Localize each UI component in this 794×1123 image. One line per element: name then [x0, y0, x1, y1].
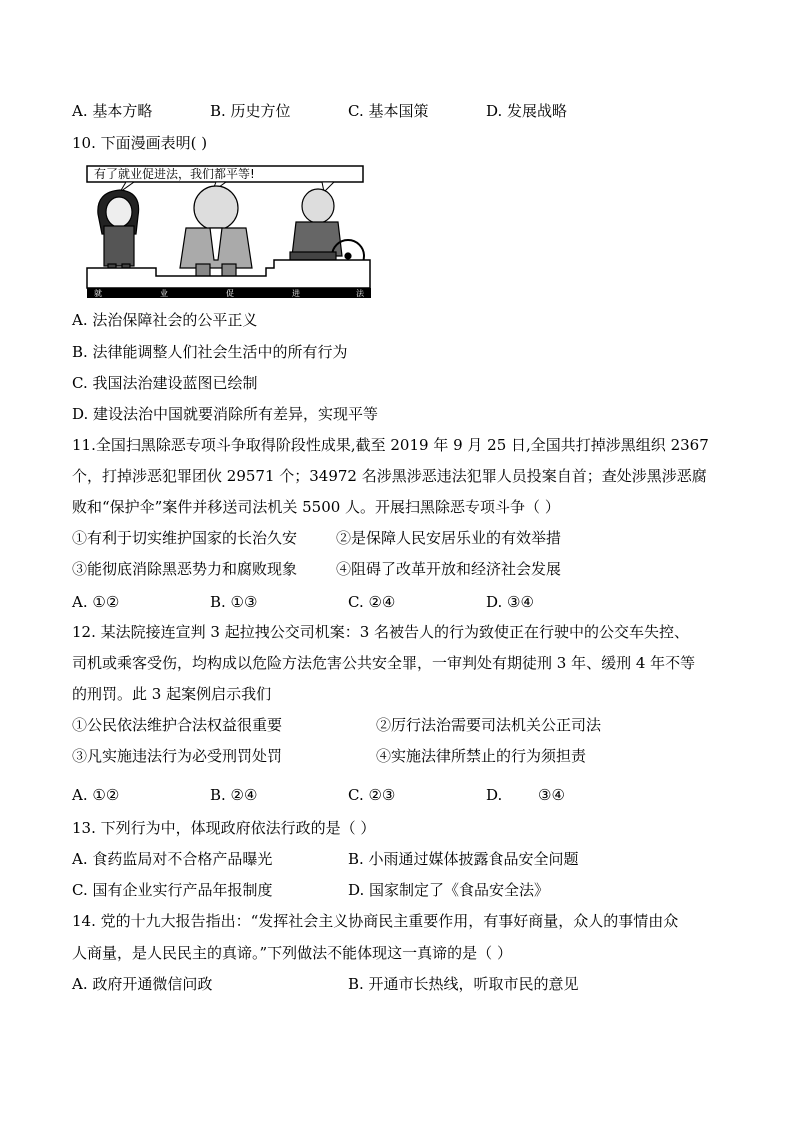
q12-stem-line-2: 司机或乘客受伤，均构成以危险方法危害公共安全罪，一审判处有期徒刑 3 年、缓刑 4 年不等 — [72, 654, 696, 672]
cartoon-caption: 有了就业促进法，我们都平等! — [94, 167, 255, 181]
cartoon-man-middle — [180, 186, 252, 284]
q12-stem-line-1: 12. 某法院接连宣判 3 起拉拽公交司机案：3 名被告人的行为致使正在行驶中的公交车失控、 — [72, 623, 690, 641]
q11-stem-line-3: 败和“保护伞”案件并移送司法机关 5500 人。开展扫黑除恶专项斗争（ ） — [72, 498, 560, 516]
svg-text:法: 法 — [356, 289, 364, 298]
q14-option-b: B. 开通市长热线，听取市民的意见 — [348, 975, 579, 993]
q12-option-c: C. ②③ — [348, 786, 396, 804]
svg-text:就: 就 — [94, 289, 102, 298]
q10-stem: 10. 下面漫画表明( ) — [72, 134, 208, 152]
q12-statement-3: ③凡实施违法行为必受刑罚处罚 — [72, 747, 283, 765]
q13-option-a: A. 食药监局对不合格产品曝光 — [72, 850, 273, 868]
q12-stem-line-3: 的刑罚。此 3 起案例启示我们 — [72, 685, 272, 703]
q11-statement-1: ①有利于切实维护国家的长治久安 — [72, 529, 298, 547]
q11-statement-4: ④阻碍了改革开放和经济社会发展 — [336, 560, 562, 578]
q14-stem-line-1: 14. 党的十九大报告指出：“发挥社会主义协商民主重要作用，有事好商量，众人的事情由众 — [72, 912, 679, 930]
q11-statement-2: ②是保障人民安居乐业的有效举措 — [336, 529, 562, 547]
q11-option-c: C. ②④ — [348, 593, 396, 611]
q14-option-a: A. 政府开通微信问政 — [72, 975, 213, 993]
q12-statement-1: ①公民依法维护合法权益很重要 — [72, 716, 283, 734]
q9-option-a: A. 基本方略 — [72, 102, 153, 120]
q13-option-c: C. 国有企业实行产品年报制度 — [72, 881, 273, 899]
svg-text:业: 业 — [160, 289, 168, 298]
q10-option-c: C. 我国法治建设蓝图已绘制 — [72, 374, 258, 392]
q10-option-d: D. 建设法治中国就要消除所有差异，实现平等 — [72, 405, 379, 423]
q9-option-d: D. 发展战略 — [486, 102, 568, 120]
q11-stem-line-2: 个，打掉涉恶犯罪团伙 29571 个；34972 名涉黑涉恶违法犯罪人员投案自首；查处涉黑涉恶腐 — [72, 467, 707, 485]
q9-option-c: C. 基本国策 — [348, 102, 429, 120]
q12-statement-2: ②厉行法治需要司法机关公正司法 — [376, 716, 602, 734]
q10-cartoon-image — [86, 164, 384, 298]
q12-option-a: A. ①② — [72, 786, 120, 804]
q14-stem-line-2: 人商量，是人民民主的真谛。”下列做法不能体现这一真谛的是（ ） — [72, 944, 512, 962]
q13-option-b: B. 小雨通过媒体披露食品安全问题 — [348, 850, 579, 868]
q11-statement-3: ③能彻底消除黑恶势力和腐败现象 — [72, 560, 298, 578]
q11-option-d: D. ③④ — [486, 593, 534, 611]
svg-text:促: 促 — [226, 289, 234, 298]
q12-option-d-label: D. — [486, 786, 503, 804]
q12-option-b: B. ②④ — [210, 786, 258, 804]
q13-option-d: D. 国家制定了《食品安全法》 — [348, 881, 550, 899]
q10-option-a: A. 法治保障社会的公平正义 — [72, 311, 258, 329]
q11-option-a: A. ①② — [72, 593, 120, 611]
q10-option-b: B. 法律能调整人们社会生活中的所有行为 — [72, 343, 348, 361]
svg-text:进: 进 — [292, 289, 300, 298]
q9-option-b: B. 历史方位 — [210, 102, 291, 120]
q11-stem-line-1: 11.全国扫黑除恶专项斗争取得阶段性成果,截至 2019 年 9 月 25 日,全国共打掉涉黑组织 2367 — [72, 436, 709, 454]
q12-option-d-value: ③④ — [538, 786, 565, 804]
q12-statement-4: ④实施法律所禁止的行为须担责 — [376, 747, 587, 765]
q11-option-b: B. ①③ — [210, 593, 258, 611]
q13-stem: 13. 下列行为中，体现政府依法行政的是（ ） — [72, 819, 376, 837]
